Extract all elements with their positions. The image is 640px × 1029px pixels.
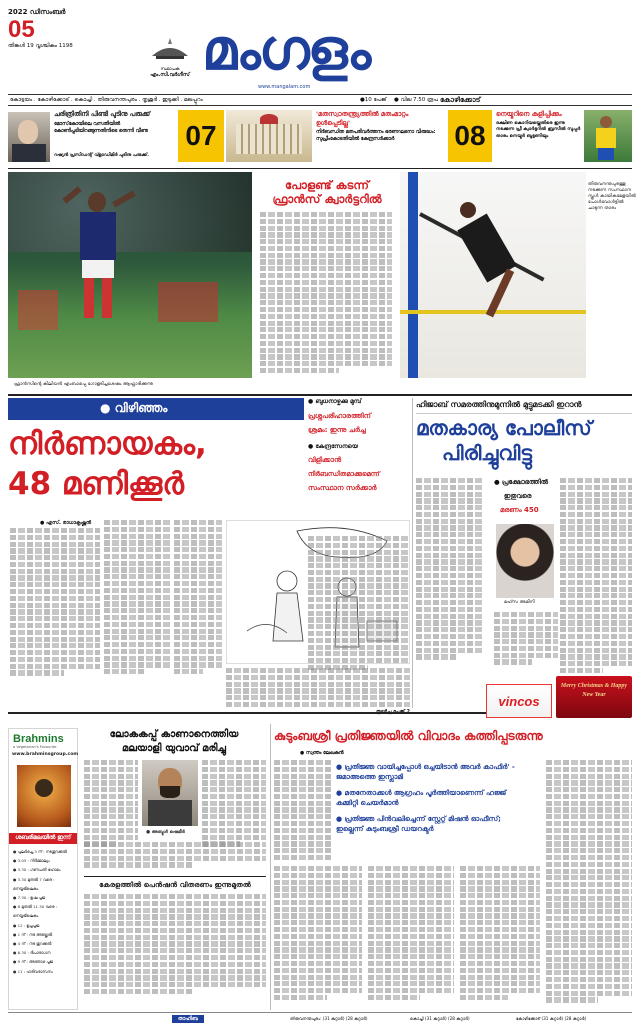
- teaser-neymar-body: ദക്ഷിണ കൊറിയയ്ക്കെതിരെ ഇന്നു നടക്കുന്ന പ്രീ ക്വാർട്ടറിൽ ബ്രസീൽ സൂപ്പർ താരം നെയ്മർ ബൂട്ടണിയും: [496, 120, 581, 139]
- hijab-kicker: ഹിജാബ് സമരത്തിനുമുന്നിൽ മുട്ടുമടക്കി ഇറാൻ: [416, 400, 632, 414]
- teaser-putin-body: മോസ്‌കോയിലെ വസതിയിൽ കോണിപ്പടിയിറങ്ങുന്നതിനിടെ തെന്നി വീണു: [54, 122, 148, 134]
- schedule-item: ● 4 ന് : നട തുറക്കൽ: [13, 941, 52, 947]
- brahmins-ad[interactable]: [8, 728, 78, 1010]
- mahsa-amini-photo: [496, 524, 554, 598]
- abdul-shemeer-photo: [142, 760, 198, 826]
- vizhinjam-story-col5: [308, 536, 408, 672]
- vizhinjam-byline: ● എസ്. രാധാകൃഷ്ണൻ: [40, 520, 92, 526]
- pole-vault-photo: [400, 172, 586, 378]
- founder-name: എം.സി.വർഗീസ്: [150, 72, 190, 78]
- teaser-strip: [8, 108, 632, 166]
- pension-story: [84, 894, 266, 996]
- schedule-item: ● 11 : ഹരിവരാസനം: [13, 968, 53, 974]
- schedule-item: ● 1 ന് : നട അടയ്ക്കൽ: [13, 931, 53, 937]
- point-1-text: പ്രശ്നപരിഹാരത്തിന്: [308, 412, 371, 420]
- pole-vault-caption: തിരുവനന്തപുരത്തു നടക്കുന്ന സംസ്ഥാന സ്കൂൾ കായികമേളയിൽ പോൾവോൾട്ടിൽ ചാടുന്ന താരം: [588, 182, 636, 211]
- teaser-page-07[interactable]: [178, 110, 224, 162]
- hijab-story-col3: [494, 612, 558, 666]
- kudumbashree-point-3: ● പ്രതിജ്ഞ പിൻവലിച്ചെന്ന് സ്റ്റേറ്റ് മിഷൻ ഓഫീസ്; ഇല്ലെന്ന് കുടുംബശ്രീ ഡയറക്ടർ: [336, 815, 501, 833]
- kudumbashree-story-col4: [460, 866, 540, 1002]
- kudumbashree-story-col5: [546, 760, 632, 1004]
- hijab-sidebar: [494, 478, 558, 515]
- teaser-neymar-headline: നെയ്മറിനെ കളിപ്പിക്കും: [496, 110, 562, 118]
- vizhinjam-side-points: [308, 398, 408, 493]
- point-2-sub2: സംസ്ഥാന സർക്കാർ: [308, 484, 377, 492]
- lead-story-text: [260, 212, 392, 375]
- mahsa-amini-caption: മഹ്സ അമിനി: [504, 600, 535, 605]
- hijab-story-col1: [416, 478, 484, 661]
- hijab-deaths-label: ഇതുവരെ: [504, 492, 532, 500]
- christmas-ad-text: Merry Christmas & Happy New Year: [560, 683, 628, 698]
- point-2-text: വിളിക്കാൻ: [308, 456, 342, 464]
- kudumbashree-headline[interactable]: കുടുംബശ്രീ പ്രതിജ്ഞയിൽ വിവാദം കത്തിപ്പടരുന്നു: [274, 729, 543, 743]
- kudumbashree-story-col1: [274, 760, 332, 862]
- vizhinjam-tag-text: ● വിഴിഞ്ഞം: [100, 401, 168, 415]
- weekday-info: തിങ്കൾ 19 വൃശ്ചികം 1198: [8, 43, 73, 49]
- vizhinjam-headline[interactable]: [8, 424, 304, 504]
- price: ● വില 7.50 രൂപ: [394, 97, 438, 103]
- teaser-conversion-body: നിർബന്ധിത മതപരിവർത്തനം ഭരണഘടനാ വിരുദ്ധം: സുപ്രീംകോടതിയിൽ കേന്ദ്രസർക്കാർ: [316, 130, 436, 142]
- vincos-brand: vincos: [498, 693, 540, 709]
- footer-bar: [8, 1012, 632, 1026]
- masthead: [0, 0, 640, 92]
- footer-item-1: തിരുവനന്തപുരം: (31 കുറ്റാർ) (28 കുറ്റാർ): [290, 1016, 368, 1021]
- vizhinjam-headline-line1: നിർണായകം,: [8, 426, 207, 462]
- lokcup-story-col2: [202, 760, 266, 848]
- abdul-shemeer-caption: ● അബ്ദുൾ ഷെമീർ: [146, 830, 185, 835]
- schedule-item: ● 12 : ഉച്ചപൂജ: [13, 922, 40, 928]
- teaser-page-08-number: 08: [454, 120, 486, 151]
- kudumbashree-points: [336, 762, 516, 834]
- teaser-conversion-headline: 'മതസ്വാതന്ത്ര്യത്തിൽ മതംമാറ്റം ഉൾപ്പെടില്ല': [316, 110, 409, 127]
- footer-label: താഹിബ: [172, 1015, 204, 1023]
- brahmins-tagline: a Vegetarian's Favourite: [13, 745, 57, 749]
- pension-headline[interactable]: കേരളത്തിൽ പെൻഷൻ വിതരണം ഇന്നുമുതൽ: [99, 880, 251, 889]
- founder-info: [140, 66, 200, 78]
- lead-headline[interactable]: [262, 178, 392, 206]
- teaser-conversion[interactable]: [316, 110, 442, 143]
- schedule-item: ● 9 ന് : അത്താഴ പൂജ: [13, 959, 53, 965]
- lokcup-story: [84, 760, 138, 848]
- schedule-item: ● 8 മുതൽ 11.30 വരെ : നെയ്യഭിഷേകം: [13, 904, 57, 919]
- founder-line: സ്ഥാപക: [160, 67, 180, 72]
- lokcup-headline-line2: മലയാളി യുവാവ് മരിച്ചു: [122, 743, 226, 754]
- lamp-icon: [146, 36, 194, 66]
- brahmins-website: www.brahminsgroup.com: [12, 752, 79, 757]
- vizhinjam-continuation: [226, 668, 410, 715]
- hijab-headline[interactable]: [416, 416, 632, 466]
- teaser-page-07-number: 07: [185, 120, 217, 151]
- lamp-logo: [146, 36, 194, 66]
- hijab-deaths-count: മരണം 450: [500, 506, 539, 514]
- kudumbashree-story-col2: [274, 866, 362, 1002]
- schedule-item: ● പുലർച്ചെ 3 ന് : നടതുറക്കൽ: [13, 849, 67, 854]
- point-2-bullet: ● കേന്ദ്രസേനയെ: [308, 443, 358, 450]
- point-1-bullet: ● ബുധനാഴ്ചക്കു മുമ്പ്: [308, 398, 362, 405]
- sabarimala-schedule: [13, 847, 77, 976]
- kudumbashree-point-2: ● മതനേതാക്കൾ ആഗ്രഹം പൂർത്തിയാണെന്ന് ഹജ്ജ് കമ്മിറ്റി ചെയർമാൻ: [336, 789, 507, 807]
- website: www.mangalam.com: [258, 84, 311, 90]
- schedule-item: ● 3.30 മുതൽ 7 വരെ : നെയ്യഭിഷേകം: [13, 876, 55, 891]
- mbappe-caption: ഫ്രാൻസിന്റെ കിലിയൻ എംബാപ്പെ ഗോളടിച്ചശേഷം ആഹ്ലാദിക്കുന്നു: [14, 382, 153, 387]
- lead-headline-line1: പോളണ്ട് കടന്ന്: [285, 178, 369, 192]
- vizhinjam-story-col2: [104, 520, 170, 676]
- putin-photo: [8, 112, 50, 162]
- vizhinjam-story: [10, 528, 100, 677]
- editions-list: കോട്ടയം . കോഴിക്കോട് . കൊച്ചി . തിരുവനന്തപുരം . തൃശൂർ . ഇടുക്കി . മലപ്പുറം: [10, 97, 203, 103]
- schedule-item: ● 3.05 : നിർമ്മാല്യം: [13, 858, 50, 864]
- vizhinjam-story-col3: [174, 520, 222, 676]
- lead-headline-line2: ഫ്രാൻസ് ക്വാർട്ടറിൽ: [272, 192, 382, 206]
- ayyappa-image: [17, 765, 71, 827]
- edition-city: കോഴിക്കോട്: [440, 96, 481, 104]
- point-2-sub: നിർബന്ധിതമാക്കുമെന്ന്: [308, 470, 380, 478]
- footer-item-2: കൊച്ചി (31 കുറ്റാർ) (28 കുറ്റാർ): [410, 1016, 470, 1021]
- date-block: [8, 8, 128, 50]
- schedule-item: ● 6.30 : ദീപാരാധന: [13, 950, 51, 956]
- footer-item-3: കോഴിക്കോട് (31 കുറ്റാർ) (28 കുറ്റാർ): [516, 1016, 587, 1021]
- teaser-putin[interactable]: [54, 110, 178, 135]
- brahmins-brand: Brahmins: [13, 733, 64, 745]
- teaser-page-08[interactable]: [448, 110, 492, 162]
- teaser-neymar[interactable]: [496, 110, 582, 140]
- hijab-story-col2: [560, 478, 632, 675]
- edition-bar: [8, 94, 632, 106]
- sabarimala-title: ശബരിമലയിൽ ഇന്ന്: [9, 833, 77, 844]
- year-label: 2022 ഡിസംബർ: [8, 8, 66, 16]
- supreme-court-photo: [226, 110, 312, 162]
- kudumbashree-story-col3: [368, 866, 454, 1002]
- hijab-headline-line1: മതകാര്യ പോലീസ്: [416, 416, 592, 440]
- point-1-sub: ശ്രമം: ഇന്നു ചർച്ച: [308, 426, 366, 434]
- teaser-putin-footer: റഷ്യൻ പ്രസിഡന്റ് വ്ളാഡിമിർ പുടിനു പരുക്ക്.: [54, 153, 149, 158]
- schedule-item: ● 3.30 : ഗണപതി ഹോമം: [13, 867, 61, 873]
- kudumbashree-point-1: ● പ്രതിജ്ഞ വായിച്ചപ്പോൾ ഒച്ചയിടാൻ അവർ കാഫിർ' - ജമാഅത്തെ ഇസ്ലാമി: [336, 763, 515, 781]
- vizhinjam-headline-line2: 48 മണിക്കൂർ: [8, 466, 184, 502]
- lokcup-headline-line1: ലോകകപ്പ് കാണാനെത്തിയ: [109, 729, 239, 740]
- teaser-putin-headline: ചരിത്രിതിനി പിണ്ടി പുടിനു പരുക്ക്: [54, 110, 151, 118]
- hijab-sub-kicker: ● പ്രക്ഷോഭത്തിൽ: [494, 478, 549, 486]
- page-count: ●10 പേജ്: [360, 97, 387, 103]
- vincos-ad[interactable]: [486, 684, 552, 718]
- schedule-item: ● 7.30 : ഉഷ:പൂജ: [13, 895, 46, 901]
- hijab-headline-line2: പിരിച്ചുവിട്ടു: [442, 441, 533, 465]
- kudumbashree-byline: ● സ്വന്തം ലേഖകൻ: [300, 751, 344, 756]
- christmas-ad[interactable]: [556, 676, 632, 718]
- lokcup-headline[interactable]: [82, 728, 266, 756]
- lokcup-story-wide: [84, 842, 266, 869]
- day-number: 05: [8, 16, 35, 43]
- vizhinjam-tag[interactable]: [8, 398, 304, 420]
- neymar-photo: [584, 110, 632, 162]
- mbappe-photo: [8, 172, 252, 378]
- brand-title: മംഗളം: [202, 18, 370, 83]
